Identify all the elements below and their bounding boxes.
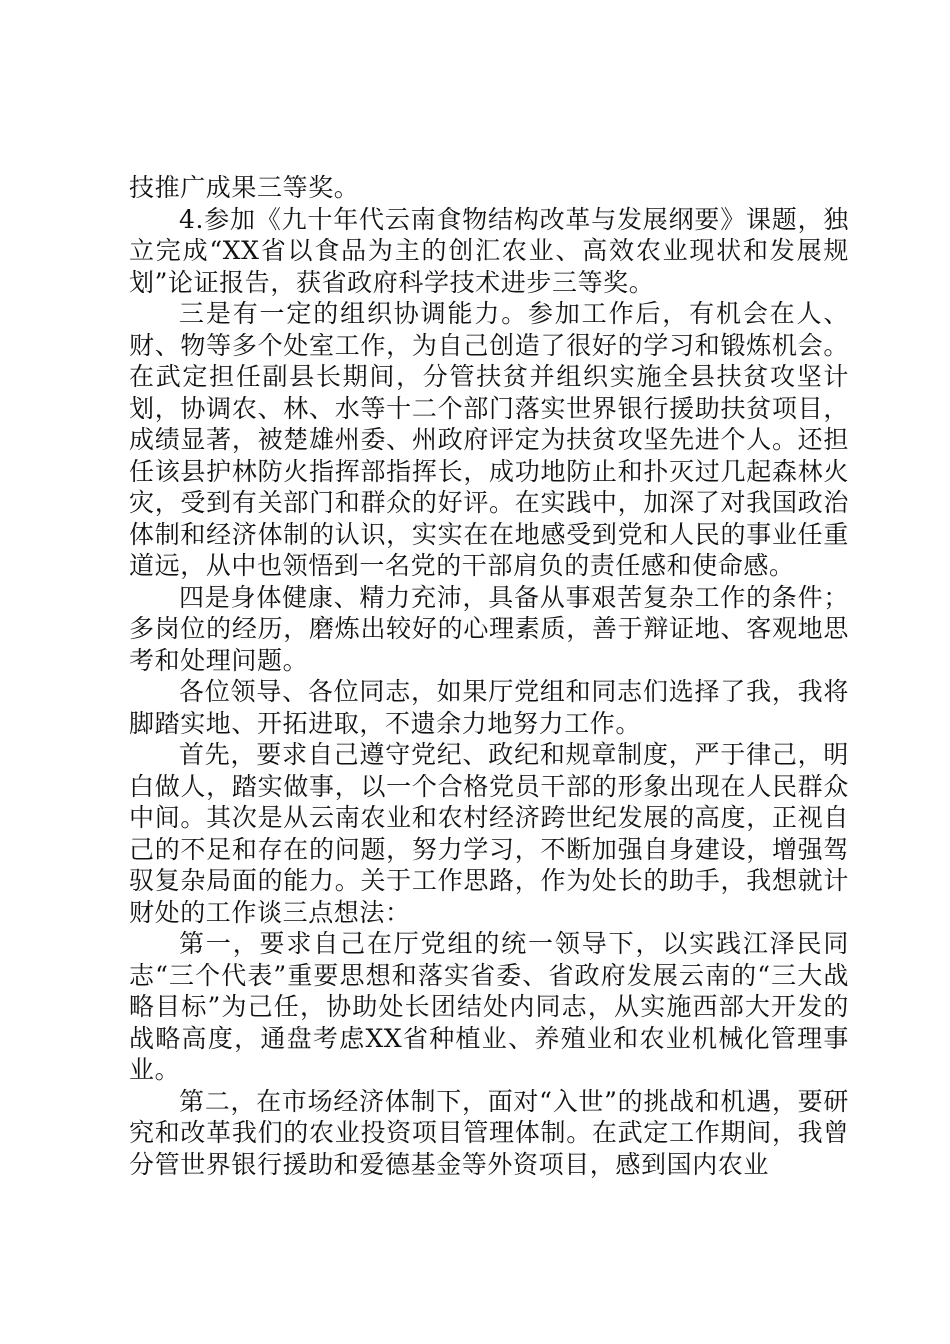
paragraph-address: 各位领导、各位同志，如果厅党组和同志们选择了我，我将脚踏实地、开拓进取，不遗余力地努力工作。 xyxy=(129,677,849,738)
paragraph-idea-one: 第一，要求自己在厅党组的统一领导下，以实践江泽民同志“三个代表”重要思想和落实省委、省政府发展云南的“三大战略目标”为己任，协助处长团结处内同志，从实施西部大开发的战略高度，通盘考虑XX省种植业、养殖业和农业机械化管理事业。 xyxy=(129,929,849,1084)
paragraph-award-continuation: 技推广成果三等奖。 xyxy=(129,173,360,202)
paragraph-idea-two: 第二，在市场经济体制下，面对“入世”的挑战和机遇，要研究和改革我们的农业投资项目管理体制。在武定工作期间，我曾分管世界银行援助和爱德基金等外资项目，感到国内农业 xyxy=(129,1086,849,1179)
paragraph-coordination-ability: 三是有一定的组织协调能力。参加工作后，有机会在人、财、物等多个处室工作，为自己创造了很好的学习和锻炼机会。在武定担任副县长期间，分管扶贫并组织实施全县扶贫攻坚计划，协调农、林、水等十二个部门落实世界银行援助扶贫项目，成绩显著，被楚雄州委、州政府评定为扶贫攻坚先进个人。还担任该县护林防火指挥部指挥长，成功地防止和扑灭过几起森林火灾，受到有关部门和群众的好评。在实践中，加深了对我国政治体制和经济体制的认识，实实在在地感受到党和人民的事业任重道远，从中也领悟到一名党的干部肩负的责任感和使命感。 xyxy=(129,299,849,580)
paragraph-health: 四是身体健康、精力充沛，具备从事艰苦复杂工作的条件；多岗位的经历，磨炼出较好的心理素质，善于辩证地、客观地思考和处理问题。 xyxy=(129,582,849,675)
document-body xyxy=(129,172,849,1180)
paragraph-item-4: 4.参加《九十年代云南食物结构改革与发展纲要》课题，独立完成“XX省以食品为主的创汇农业、高效农业现状和发展规划”论证报告，获省政府科学技术进步三等奖。 xyxy=(129,204,849,297)
paragraph-first-second: 首先，要求自己遵守党纪、政纪和规章制度，严于律己，明白做人，踏实做事，以一个合格党员干部的形象出现在人民群众中间。其次是从云南农业和农村经济跨世纪发展的高度，正视自己的不足和存在的问题，努力学习，不断加强自身建设，增强驾驭复杂局面的能力。关于工作思路，作为处长的助手，我想就计财处的工作谈三点想法： xyxy=(129,740,849,927)
